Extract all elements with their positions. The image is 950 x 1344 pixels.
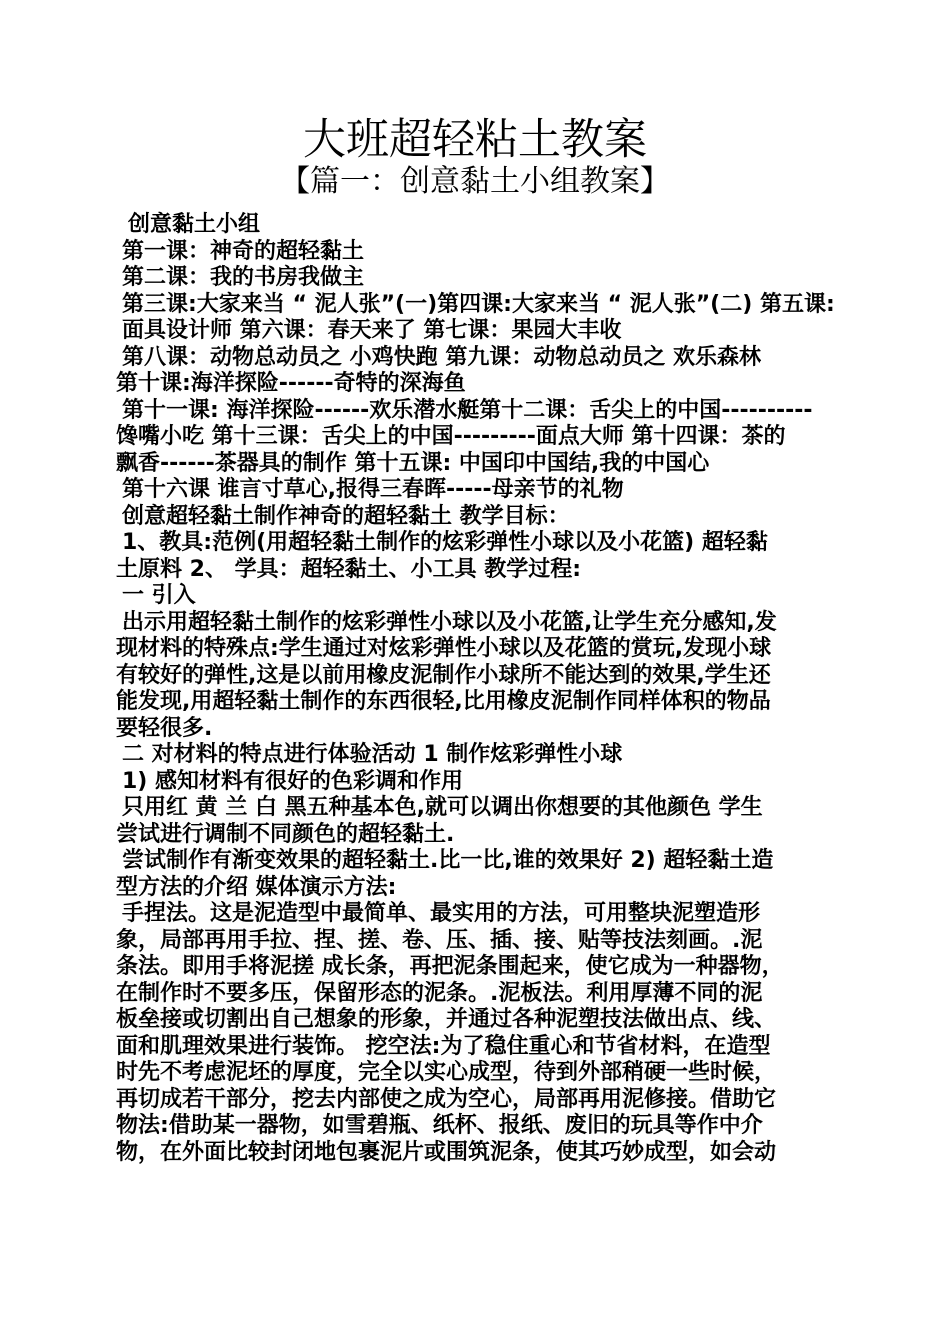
lesson-line: 面具设计师 第六课：春天来了 第七课：果园大丰收 (122, 318, 622, 343)
lesson-line: 第十课:海洋探险------奇特的深海鱼 (116, 371, 466, 396)
body-line: 1) 感知材料有很好的色彩调和作用 (122, 768, 464, 794)
body-line: 条法。即用手将泥搓 成长条，再把泥条围起来，使它成为一种器物， (116, 954, 784, 979)
lesson-line: 第十六课 谁言寸草心,报得三春晖-----母亲节的礼物 (122, 477, 624, 502)
document-body (116, 212, 842, 1166)
lesson-line: 飘香------茶器具的制作 第十五课: 中国印中国结,我的中国心 (116, 450, 710, 476)
body-line: 型方法的介绍 媒体演示方法: (116, 874, 397, 900)
body-line: 物法:借助某一器物，如雪碧瓶、纸杯、报纸、废旧的玩具等作中介 (116, 1113, 763, 1138)
body-line: 在制作时不要多压，保留形态的泥条。.泥板法。利用厚薄不同的泥 (116, 980, 763, 1006)
body-line: 时先不考虑泥坯的厚度，完全以实心成型，待到外部稍硬一些时候， (116, 1060, 777, 1085)
body-line: 出示用超轻黏土制作的炫彩弹性小球以及小花篮,让学生充分感知,发 (122, 609, 777, 635)
lesson-line: 第十一课: 海洋探险------欢乐潜水艇第十二课：舌尖上的中国---------- (122, 397, 813, 423)
body-line: 手捏法。这是泥造型中最简单、最实用的方法，可用整块泥塑造形 (122, 901, 761, 926)
lesson-line: 第一课：神奇的超轻黏土 (122, 238, 365, 264)
lesson-line: 第二课：我的书房我做主 (122, 265, 365, 290)
body-line: 再切成若干部分，挖去内部使之成为空心，局部再用泥修接。借助它 (116, 1086, 777, 1112)
body-line: 有较好的弹性,这是以前用橡皮泥制作小球所不能达到的效果,学生还 (116, 662, 771, 688)
body-line: 1、教具:范例(用超轻黏土制作的炫彩弹性小球以及小花篮) 超轻黏 (122, 530, 768, 555)
body-line: 创意超轻黏土制作神奇的超轻黏土 教学目标： (122, 503, 570, 529)
body-line: 只用红 黄 兰 白 黑五种基本色,就可以调出你想要的其他颜色 学生 (122, 795, 763, 820)
body-line: 板垒接或切割出自己想象的形象，并通过各种泥塑技法做出点、线、 (116, 1007, 777, 1032)
body-line: 尝试进行调制不同颜色的超轻黏土. (116, 821, 455, 847)
body-line: 土原料 2、 学具：超轻黏土、小工具 教学过程: (116, 556, 582, 582)
section-heading: 创意黏土小组 (128, 212, 261, 237)
body-line: 物，在外面比较封闭地包裹泥片或围筑泥条，使其巧妙成型，如会动 (116, 1139, 777, 1165)
body-line: 面和肌理效果进行装饰。 挖空法:为了稳住重心和节省材料，在造型 (116, 1033, 771, 1059)
document-subtitle: 【篇一：创意黏土小组教案】 (280, 164, 670, 199)
body-line: 能发现,用超轻黏土制作的东西很轻,比用橡皮泥制作同样体积的物品 (116, 689, 771, 714)
body-line: 象，局部再用手拉、捏、搓、卷、压、插、接、贴等技法刻画。.泥 (116, 927, 763, 953)
document-title: 大班超轻粘土教案 (303, 115, 647, 165)
lesson-line: 第三课:大家来当 “ 泥人张”(一)第四课:大家来当 “ 泥人张”(二) 第五课: (122, 291, 835, 317)
section-heading: 一 引入 (122, 583, 196, 608)
body-line: 尝试制作有渐变效果的超轻黏土.比一比,谁的效果好 2) 超轻黏土造 (122, 848, 774, 873)
lesson-line: 馋嘴小吃 第十三课：舌尖上的中国---------面点大师 第十四课：茶的 (116, 424, 786, 449)
section-heading: 二 对材料的特点进行体验活动 1 制作炫彩弹性小球 (122, 742, 623, 767)
lesson-line: 第八课：动物总动员之 小鸡快跑 第九课：动物总动员之 欢乐森林 (122, 344, 761, 370)
body-line: 现材料的特殊点:学生通过对炫彩弹性小球以及花篮的赏玩,发现小球 (116, 636, 772, 661)
body-line: 要轻很多. (116, 715, 213, 741)
